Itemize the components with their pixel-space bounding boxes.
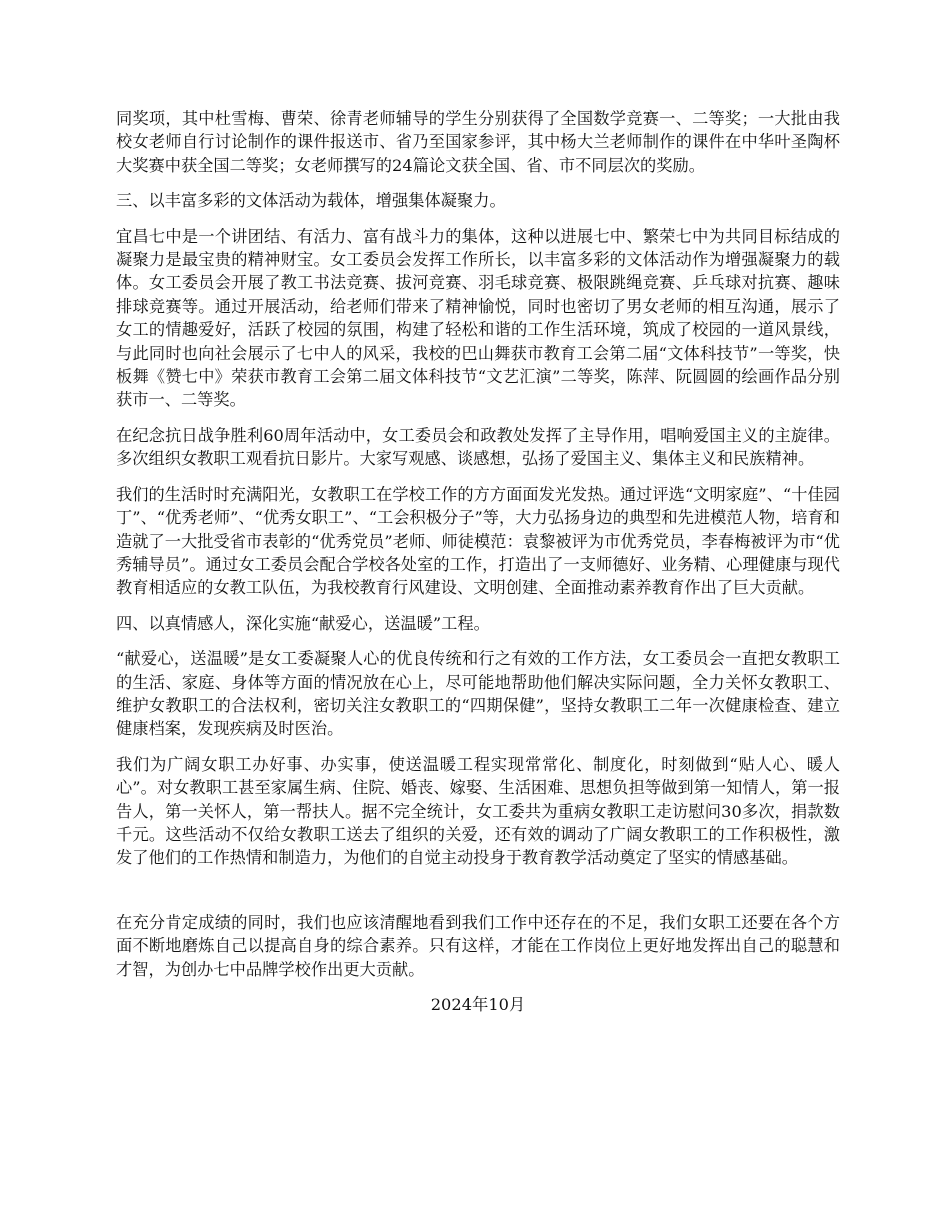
section-heading-3: 三、以丰富多彩的文体活动为载体，增强集体凝聚力。: [116, 191, 506, 211]
document-body: [116, 107, 840, 1028]
paragraph-conclusion: 在充分肯定成绩的同时，我们也应该清醒地看到我们工作中还存在的不足，我们女职工还要在各个方面不断地磨炼自己以提高自身的综合素养。只有这样，才能在工作岗位上更好地发挥出自己的聪慧和才智，为创办七中品牌学校作出更大贡献。: [116, 912, 840, 979]
paragraph-cohesion: 宜昌七中是一个讲团结、有活力、富有战斗力的集体，这种以进展七中、繁荣七中为共同目标结成的凝聚力是最宝贵的精神财宝。女工委员会发挥工作所长，以丰富多彩的文体活动作为增强凝聚力的载体。女工委员会开展了教工书法竞赛、拔河竞赛、羽毛球竞赛、极限跳绳竞赛、乒乓球对抗赛、趣味排球竞赛等。通过开展活动，给老师们带来了精神愉悦，同时也密切了男女老师的相互沟通，展示了女工的情趣爱好，活跃了校园的氛围，构建了轻松和谐的工作生活环境，筑成了校园的一道风景线，与此同时也向社会展示了七中人的风采，我校的巴山舞获市教育工会第二届“文体科技节”一等奖，快板舞《赞七中》荣获市教育工会第二届文体科技节“文艺汇演”二等奖，陈萍、阮圆圆的绘画作品分别获市一、二等奖。: [116, 226, 840, 410]
paragraph-anniversary: 在纪念抗日战争胜利60周年活动中，女工委员会和政教处发挥了主导作用，唱响爱国主义的主旋律。多次组织女教职工观看抗日影片。大家写观感、谈感想，弘扬了爱国主义、集体主义和民族精神。: [116, 425, 840, 469]
paragraph-care-tradition: “献爱心，送温暖”是女工委凝聚人心的优良传统和行之有效的工作方法，女工委员会一直把女教职工的生活、家庭、身体等方面的情况放在心上，尽可能地帮助他们解决实际问题，全力关怀女教职工、维护女教职工的合法权利，密切关注女教职工的“四期保健”，坚持女教职工二年一次健康检查、建立健康档案，发现疾病及时医治。: [116, 649, 840, 739]
paragraph-awards: 同奖项，其中杜雪梅、曹荣、徐青老师辅导的学生分别获得了全国数学竞赛一、二等奖；一大批由我校女老师自行讨论制作的课件报送市、省乃至国家参评，其中杨大兰老师制作的课件在中华叶圣陶杯大奖赛中获全国二等奖；女老师撰写的24篇论文获全国、省、市不同层次的奖励。: [116, 109, 840, 175]
section-heading-4: 四、以真情感人，深化实施“献爱心，送温暖”工程。: [116, 613, 490, 633]
document-date: 2024年10月: [430, 995, 526, 1014]
paragraph-role-models: 我们的生活时时充满阳光，女教职工在学校工作的方方面面发光发热。通过评选“文明家庭”、“十佳园丁”、“优秀老师”、“优秀女职工”、“工会积极分子”等，大力弘扬身边的典型和先进模范人物，培育和造就了一大批受省市表彰的“优秀党员”老师、师徒模范：袁黎被评为市优秀党员，李春梅被评为市“优秀辅导员”。通过女工委员会配合学校各处室的工作，打造出了一支师德好、业务精、心理健康与现代教育相适应的女教工队伍，为我校教育行风建设、文明创建、全面推动素养教育作出了巨大贡献。: [116, 484, 841, 598]
paragraph-practical-help: 我们为广阔女职工办好事、办实事，使送温暖工程实现常常化、制度化，时刻做到“贴人心、暖人心”。对女教职工甚至家属生病、住院、婚丧、嫁娶、生活困难、思想负担等做到第一知情人，第一报告人，第一关怀人，第一帮扶人。据不完全统计，女工委共为重病女教职工走访慰问30多次，捐款数千元。这些活动不仅给女教职工送去了组织的关爱，还有效的调动了广阔女教职工的工作积极性，激发了他们的工作热情和制造力，为他们的自觉主动投身于教育教学活动奠定了坚实的情感基础。: [116, 754, 840, 868]
